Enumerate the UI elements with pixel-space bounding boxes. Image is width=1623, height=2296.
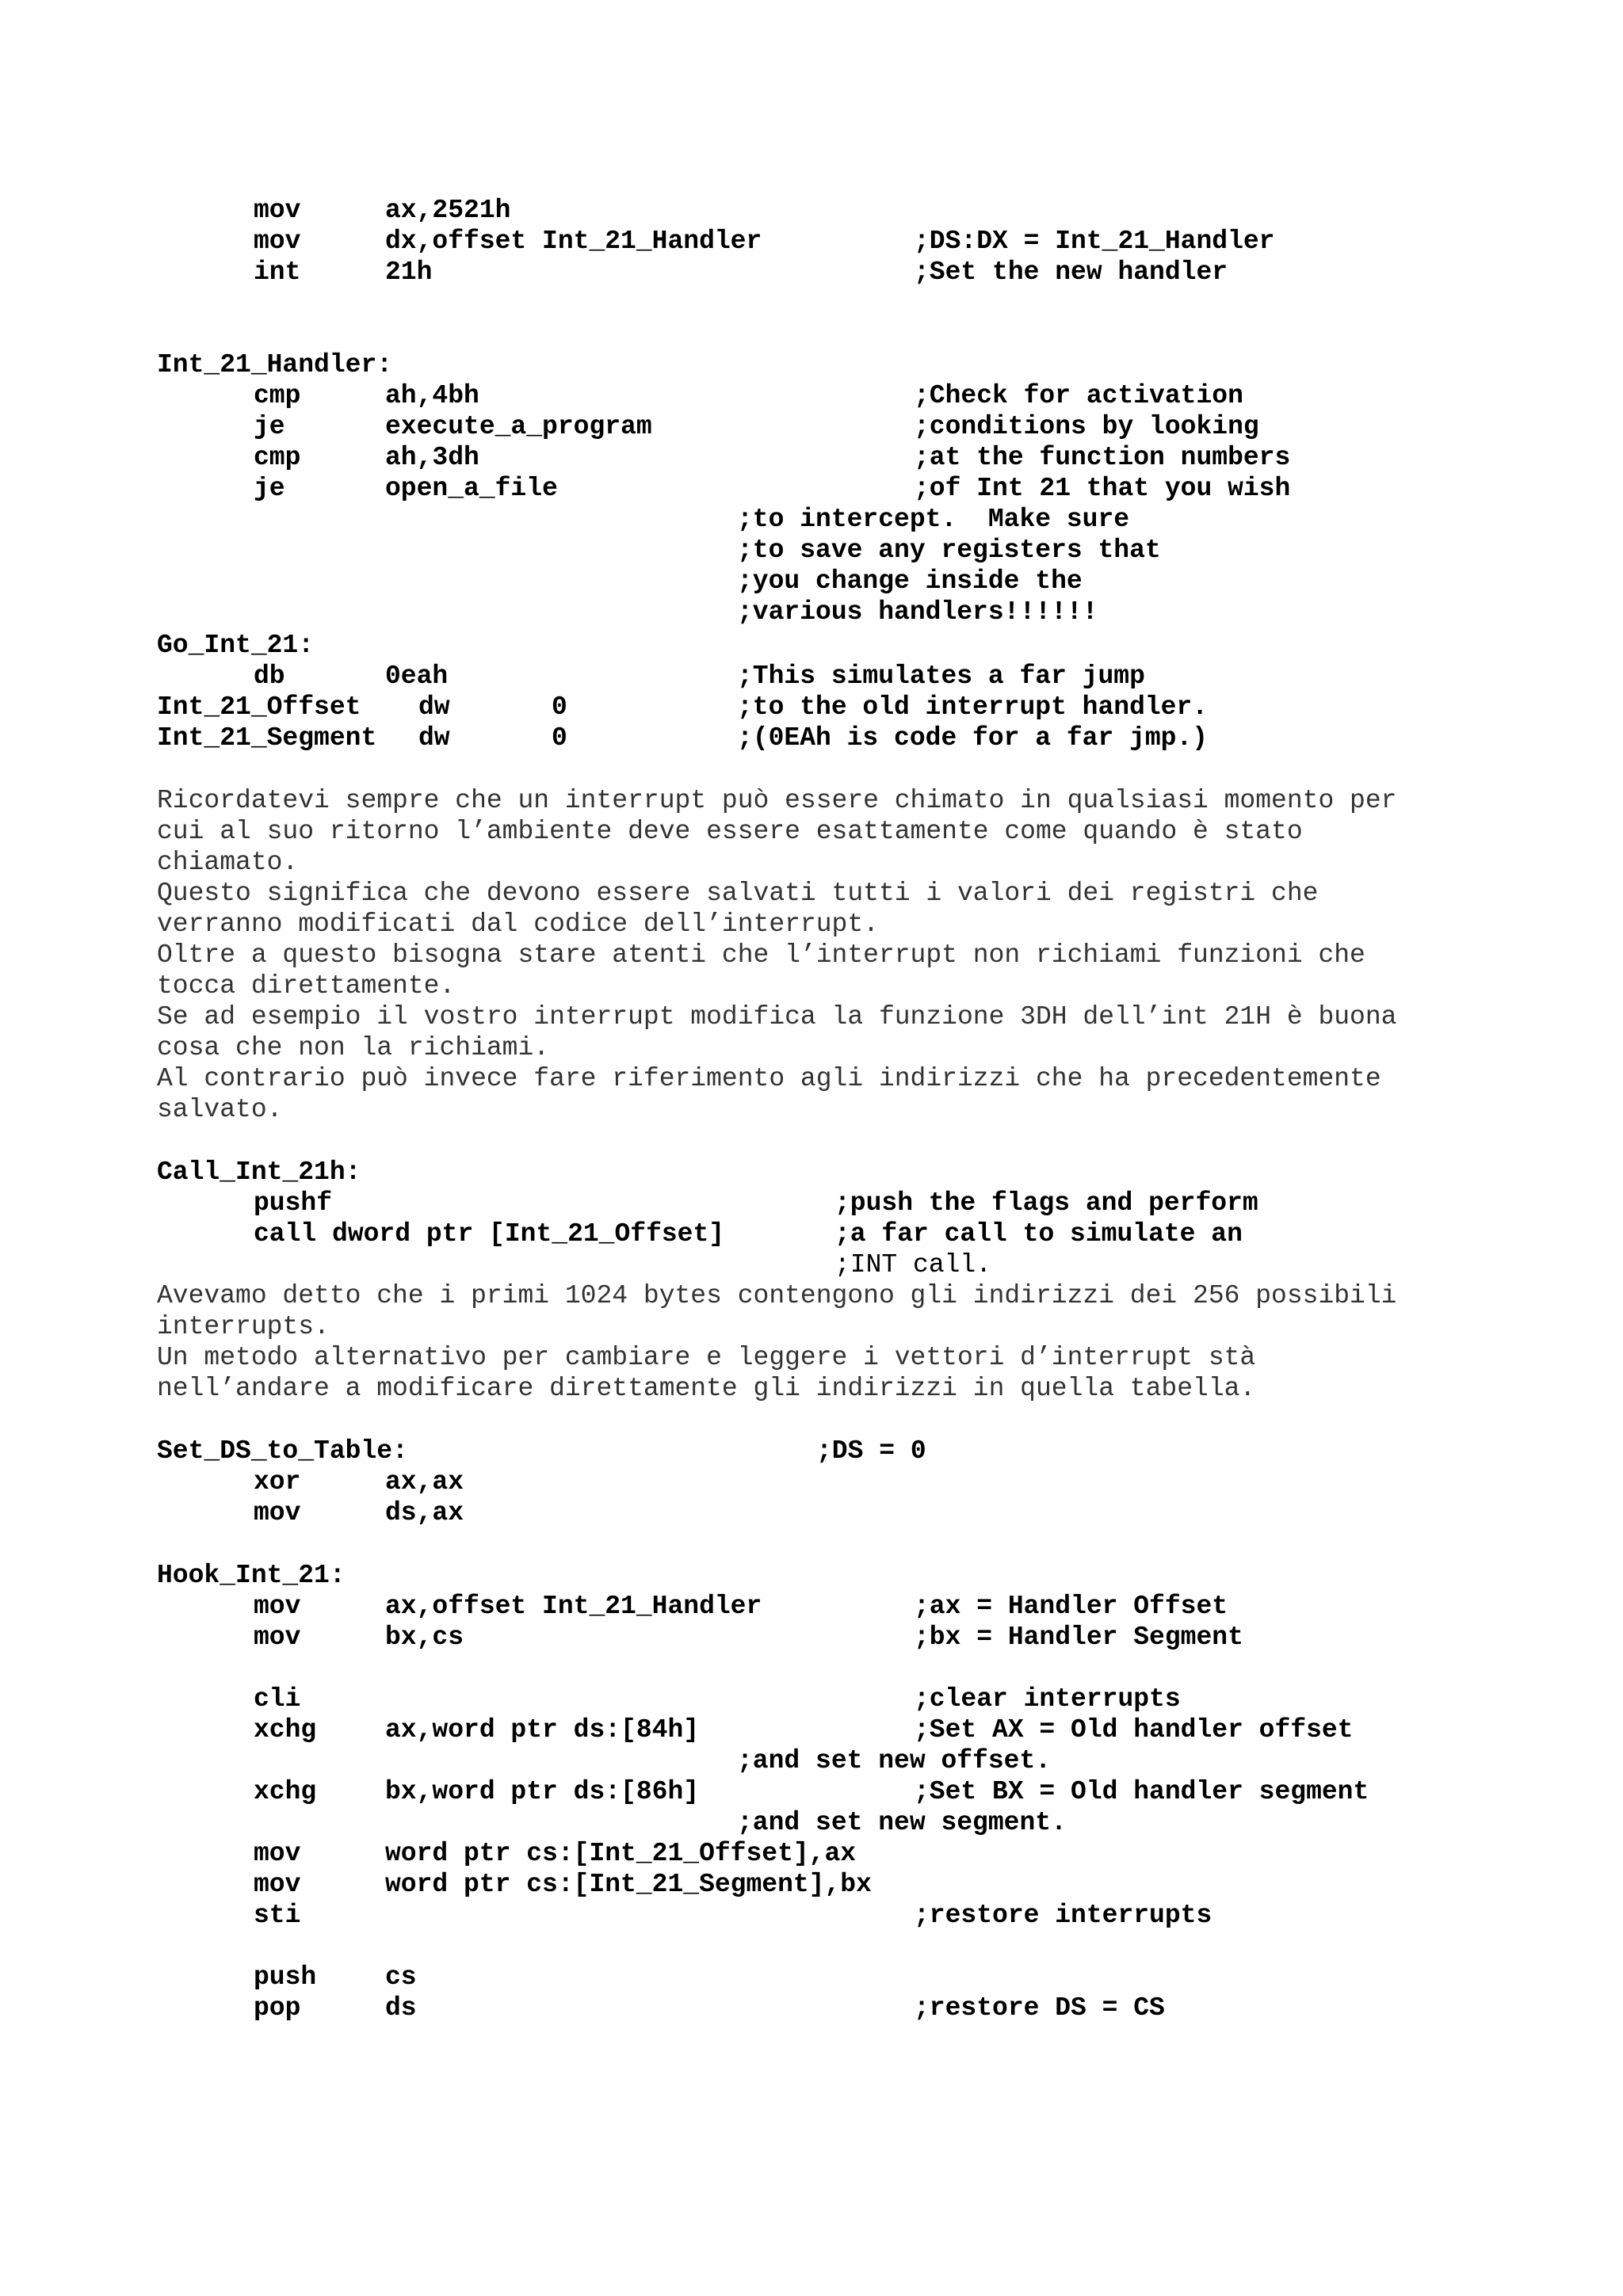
code-op: mov [254, 1498, 301, 1527]
code-line [0, 442, 1623, 473]
code-comment: ;and set new offset. [737, 1746, 1052, 1775]
code-line [0, 257, 1623, 288]
code-args: word ptr cs:[Int_21_Offset],ax [385, 1839, 857, 1868]
code-comment: ;INT call. [834, 1250, 992, 1280]
code-comment: ;push the flags and perform [834, 1188, 1258, 1218]
code-comment-line [0, 597, 1623, 627]
code-comment: ;clear interrupts [914, 1684, 1181, 1714]
code-comment: ;Set the new handler [914, 257, 1228, 287]
code-op: mov [254, 1623, 301, 1652]
code-op: call dword ptr [Int_21_Offset] [254, 1219, 725, 1249]
code-op: mov [254, 1592, 301, 1621]
code-comment: ;restore DS = CS [914, 1993, 1165, 2023]
code-args: ax,2521h [385, 196, 511, 225]
code-args: dx,offset Int_21_Handler [385, 227, 762, 256]
code-op: je [254, 474, 285, 503]
code-comment: ;and set new segment. [737, 1808, 1067, 1837]
code-op: db [254, 662, 285, 691]
code-comment: ;to save any registers that [737, 536, 1161, 565]
code-op: push [254, 1962, 317, 1992]
paragraph-line: Avevamo detto che i primi 1024 bytes contengono gli indirizzi dei 256 possibili [157, 1281, 1397, 1310]
code-line [0, 380, 1623, 411]
code-comment: ;of Int 21 that you wish [914, 474, 1291, 503]
code-args: ax,ax [385, 1467, 464, 1497]
code-comment: ;DS:DX = Int_21_Handler [914, 227, 1275, 256]
code-label-line [0, 349, 1623, 380]
code-line [0, 1622, 1623, 1653]
code-comment: ;bx = Handler Segment [914, 1623, 1243, 1652]
code-line [0, 1869, 1623, 1900]
code-comment: ;ax = Handler Offset [914, 1592, 1228, 1621]
code-args: bx,cs [385, 1623, 464, 1652]
code-args: execute_a_program [385, 412, 652, 441]
code-op: xchg [254, 1715, 317, 1745]
code-line [0, 1684, 1623, 1714]
code-args: 0 [552, 692, 567, 722]
code-comment: ;This simulates a far jump [737, 662, 1145, 691]
code-comment: ;(0EAh is code for a far jmp.) [737, 723, 1209, 753]
code-line [0, 1714, 1623, 1745]
paragraph-line: Un metodo alternativo per cambiare e leggere i vettori d’interrupt stà [157, 1343, 1256, 1372]
paragraph-line: tocca direttamente. [157, 971, 456, 1001]
code-label: Go_Int_21: [157, 631, 315, 660]
code-line [0, 1188, 1623, 1219]
code-comment: ;to intercept. Make sure [737, 505, 1130, 534]
code-label-line [0, 630, 1623, 661]
code-op: je [254, 412, 285, 441]
code-args: ds,ax [385, 1498, 464, 1527]
code-comment: ;restore interrupts [914, 1901, 1212, 1930]
code-label: Hook_Int_21: [157, 1561, 346, 1590]
code-line [0, 1962, 1623, 1993]
code-label: Int_21_Segment [157, 723, 377, 753]
code-comment-line [0, 1745, 1623, 1776]
code-op: int [254, 257, 301, 287]
code-op: cli [254, 1684, 301, 1714]
paragraph-line: Questo significa che devono essere salvati tutti i valori dei registri che [157, 879, 1319, 908]
code-op: xchg [254, 1777, 317, 1806]
code-line [0, 723, 1623, 753]
code-label-line [0, 1560, 1623, 1591]
code-args: ah,4bh [385, 381, 479, 410]
code-comment: ;conditions by looking [914, 412, 1259, 441]
code-line [0, 1900, 1623, 1931]
paragraph-line: cosa che non la richiami. [157, 1033, 550, 1062]
code-op: dw [418, 692, 450, 722]
code-label: Set_DS_to_Table: [157, 1436, 408, 1466]
code-args: 0eah [385, 662, 449, 691]
code-line [0, 473, 1623, 504]
code-comment: ;Check for activation [914, 381, 1243, 410]
code-args: cs [385, 1962, 417, 1992]
code-comment-line [0, 1807, 1623, 1838]
code-label-line [0, 1436, 1623, 1466]
code-args: ds [385, 1993, 417, 2023]
code-op: pushf [254, 1188, 333, 1218]
code-line [0, 692, 1623, 723]
code-label: Int_21_Offset [157, 692, 361, 722]
code-op: xor [254, 1467, 301, 1497]
code-args: ax,offset Int_21_Handler [385, 1592, 762, 1621]
code-args: 0 [552, 723, 567, 753]
code-comment: ;at the function numbers [914, 443, 1291, 472]
code-line [0, 1466, 1623, 1497]
code-line [0, 226, 1623, 257]
code-op: cmp [254, 381, 301, 410]
paragraph-line: salvato. [157, 1095, 283, 1124]
code-line [0, 1838, 1623, 1869]
code-comment: ;Set AX = Old handler offset [914, 1715, 1354, 1745]
code-line [0, 1591, 1623, 1622]
code-comment: ;to the old interrupt handler. [737, 692, 1209, 722]
code-args: 21h [385, 257, 433, 287]
code-comment-line [0, 504, 1623, 535]
code-line [0, 661, 1623, 692]
code-op: dw [418, 723, 450, 753]
paragraph-line: Se ad esempio il vostro interrupt modifica la funzione 3DH dell’int 21H è buona [157, 1002, 1397, 1032]
code-op: mov [254, 1839, 301, 1868]
code-line [0, 1776, 1623, 1807]
code-op: mov [254, 227, 301, 256]
paragraph-line: nell’andare a modificare direttamente gli indirizzi in quella tabella. [157, 1374, 1256, 1403]
code-op: sti [254, 1901, 301, 1930]
code-comment: ;various handlers!!!!!! [737, 597, 1098, 627]
paragraph-line: interrupts. [157, 1312, 330, 1341]
code-label-line [0, 1157, 1623, 1188]
paragraph-line: cui al suo ritorno l’ambiente deve essere esattamente come quando è stato [157, 817, 1303, 846]
code-args: open_a_file [385, 474, 558, 503]
code-line [0, 411, 1623, 442]
code-comment-line [0, 535, 1623, 566]
code-line [0, 1993, 1623, 2023]
paragraph-line: Oltre a questo bisogna stare atenti che l’interrupt non richiami funzioni che [157, 940, 1365, 970]
code-label: Int_21_Handler: [157, 350, 393, 379]
code-op: cmp [254, 443, 301, 472]
code-comment: ;a far call to simulate an [834, 1219, 1243, 1249]
code-op: pop [254, 1993, 301, 2023]
paragraph-line: Ricordatevi sempre che un interrupt può essere chimato in qualsiasi momento per [157, 786, 1397, 815]
code-label: Call_Int_21h: [157, 1158, 361, 1187]
paragraph-line: chiamato. [157, 848, 299, 877]
paragraph-line: verranno modificati dal codice dell’interrupt. [157, 910, 879, 939]
code-line [0, 1219, 1623, 1249]
code-op: mov [254, 196, 301, 225]
code-line [0, 1497, 1623, 1528]
code-comment-line [0, 566, 1623, 597]
code-args: word ptr cs:[Int_21_Segment],bx [385, 1870, 872, 1899]
code-line [0, 195, 1623, 226]
code-comment: ;Set BX = Old handler segment [914, 1777, 1369, 1806]
code-comment-line [0, 1249, 1623, 1280]
code-args: ah,3dh [385, 443, 479, 472]
code-comment: ;DS = 0 [816, 1436, 926, 1466]
paragraph-line: Al contrario può invece fare riferimento agli indirizzi che ha precedentemente [157, 1064, 1381, 1093]
code-op: mov [254, 1870, 301, 1899]
code-args: bx,word ptr ds:[86h] [385, 1777, 700, 1806]
code-comment: ;you change inside the [737, 566, 1083, 596]
code-args: ax,word ptr ds:[84h] [385, 1715, 700, 1745]
